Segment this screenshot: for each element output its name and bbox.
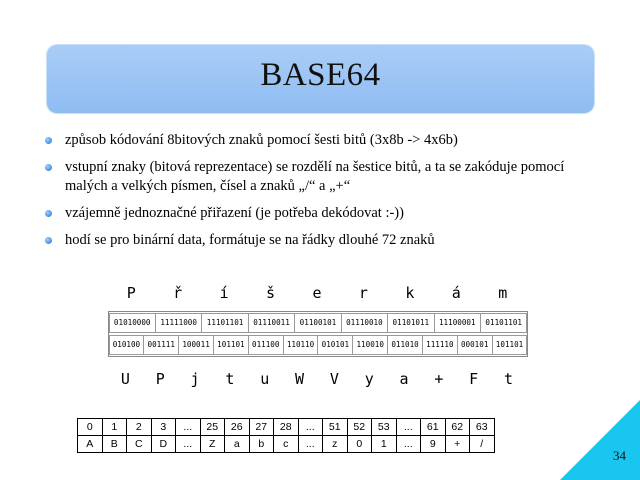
input-char: e [312,284,322,302]
symbol-cell: c [274,436,299,453]
input-char: r [358,284,368,302]
slide-title: BASE64 [260,57,381,93]
symbol-cell: 9 [421,436,446,453]
symbol-cell: ... [298,436,323,453]
index-cell: 2 [127,419,152,436]
bullet-list [43,131,603,258]
symbol-cell: z [323,436,348,453]
symbol-cell: + [445,436,470,453]
symbol-cell: ... [176,436,201,453]
bits8-cell: 11100001 [434,313,481,333]
bullet-dot-icon [45,137,52,144]
bits8-cell: 11111000 [155,313,202,333]
output-char: W [295,370,305,388]
symbol-cell: A [78,436,103,453]
bits8-cell: 11101101 [201,313,248,333]
bits6-cell: 011100 [248,335,284,355]
bits6-cell: 101101 [492,335,528,355]
index-cell: 25 [200,419,225,436]
symbol-cell: a [225,436,250,453]
input-char: k [405,284,415,302]
symbol-cell: Z [200,436,225,453]
bullet-item: vstupní znaky (bitová reprezentace) se rozdělí na šestice bitů, a ta se zakóduje pomocí malých a velkých písmen, čísel a znaků „/“ a „+“ [43,158,603,196]
bits6-cell: 010100 [109,335,145,355]
output-char: U [120,370,130,388]
index-cell: 27 [249,419,274,436]
bits8-cell: 01110010 [341,313,388,333]
index-cell: 63 [470,419,495,436]
output-char: a [399,370,409,388]
bits6-cell: 110110 [283,335,319,355]
output-characters [108,370,526,388]
bits6-row [109,335,527,355]
input-characters [108,284,526,302]
symbol-cell: / [470,436,495,453]
index-cell: 26 [225,419,250,436]
output-char: + [434,370,444,388]
output-char: P [155,370,165,388]
page-number: 34 [613,448,626,463]
input-char: á [451,284,461,302]
bits6-cell: 011010 [387,335,423,355]
bits6-cell: 110010 [352,335,388,355]
output-char: t [504,370,514,388]
index-cell: 0 [78,419,103,436]
output-char: F [469,370,479,388]
symbol-cell: b [249,436,274,453]
symbol-row [78,436,495,453]
input-char: ř [173,284,183,302]
bullet-item: způsob kódování 8bitových znaků pomocí šesti bitů (3x8b -> 4x6b) [43,131,603,150]
bullet-dot-icon [45,210,52,217]
symbol-cell: B [102,436,127,453]
bits6-cell: 001111 [143,335,179,355]
symbol-cell: D [151,436,176,453]
index-cell: 62 [445,419,470,436]
index-cell: 53 [372,419,397,436]
input-char: š [266,284,276,302]
output-char: y [364,370,374,388]
bullet-dot-icon [45,164,52,171]
index-cell: 3 [151,419,176,436]
index-cell: 1 [102,419,127,436]
index-cell: ... [396,419,421,436]
bits6-cell: 100011 [178,335,214,355]
corner-decoration [560,400,640,480]
output-char: u [260,370,270,388]
index-cell: ... [176,419,201,436]
bits6-cell: 101101 [213,335,249,355]
bullet-item: hodí se pro binární data, formátuje se na řádky dlouhé 72 znaků [43,231,603,250]
bits8-cell: 01101011 [387,313,434,333]
bullet-dot-icon [45,237,52,244]
index-cell: 61 [421,419,446,436]
bits6-cell: 111110 [422,335,458,355]
output-char: V [329,370,339,388]
bullet-item: vzájemně jednoznačné přiřazení (je potřeba dekódovat :-)) [43,204,603,223]
title-box [47,45,594,113]
output-char: j [190,370,200,388]
input-char: m [498,284,508,302]
symbol-cell: 0 [347,436,372,453]
index-cell: 51 [323,419,348,436]
input-char: í [219,284,229,302]
bits8-row [109,313,527,333]
input-char: P [126,284,136,302]
index-row [78,419,495,436]
output-char: t [225,370,235,388]
bits8-cell: 01101101 [480,313,527,333]
symbol-cell: 1 [372,436,397,453]
bit-diagram [108,311,528,357]
index-cell: ... [298,419,323,436]
index-cell: 28 [274,419,299,436]
bits6-cell: 000101 [457,335,493,355]
symbol-cell: C [127,436,152,453]
bits8-cell: 01010000 [109,313,156,333]
base64-mapping-table [77,418,495,453]
bits8-cell: 01100101 [294,313,341,333]
bits8-cell: 01110011 [248,313,295,333]
symbol-cell: ... [396,436,421,453]
index-cell: 52 [347,419,372,436]
bits6-cell: 010101 [317,335,353,355]
